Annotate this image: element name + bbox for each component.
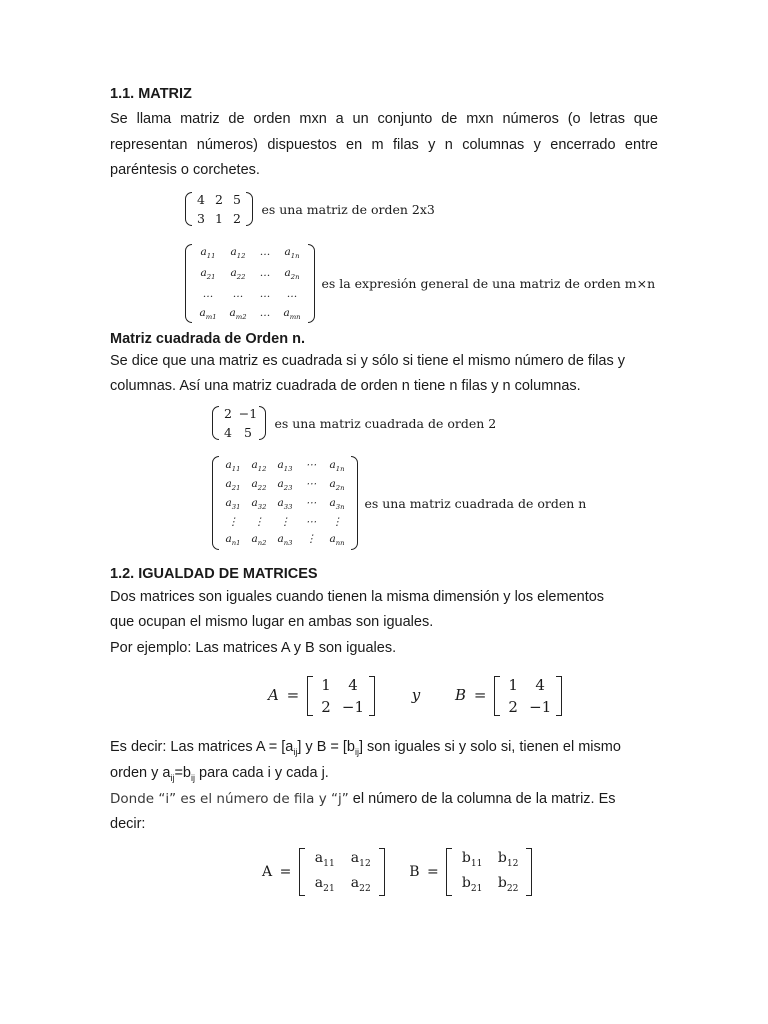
matrix-cell: 1	[215, 211, 223, 226]
matrix-cell: 2	[321, 698, 331, 716]
matrix-cell: ⋮	[279, 516, 291, 529]
matrix-cell: ⋮	[305, 533, 317, 546]
general-a-label: A	[262, 863, 273, 880]
es-decir-line-1: Es decir: Las matrices $A = [a_{ij}]$ y $B = [b_{ij}]$ son iguales si y solo si, tienen el mismo	[110, 739, 621, 757]
donde-line-1: Donde “i” es el número de fila y “j” el número de la columna de la matriz. Es	[110, 791, 616, 807]
es-decir-line-2: orden y $a_{ij}=b_{ij}$ para cada i y cada j.	[110, 765, 329, 783]
example-square-2	[212, 406, 496, 440]
matrix-cell: 3	[197, 211, 205, 226]
matrix-cell: 2	[215, 192, 223, 207]
matrix-cell: $a_{2n}$	[284, 267, 300, 282]
matrix-cell: ⋯	[305, 478, 317, 491]
connector-y: y	[411, 686, 421, 704]
matrix-cell: $a_{mn}$	[283, 307, 301, 322]
matrix-cell: $a_{33}$	[277, 497, 293, 512]
matrix-cell: $a_{22}$	[230, 267, 246, 282]
matrix-cell: $a_{13}$	[277, 459, 293, 474]
matriz-definition: Se llama matriz de orden mxn a un conjunto de mxn números (o letras que representan números) dispuestos en m filas y n columnas y encerrado entre paréntesis o corchetes.	[110, 111, 658, 178]
matrix-cell: $a_{22}$	[251, 478, 267, 493]
matrix-cell: −1	[238, 406, 258, 421]
matrix-cell: −1	[529, 698, 552, 716]
matrix-cell: …	[286, 288, 298, 301]
matrix-cell: ⋯	[305, 459, 317, 471]
matrix-cell: 5	[233, 192, 241, 207]
matrix-2x3	[185, 192, 253, 226]
matrix-cell: $a_{11}$	[200, 246, 216, 261]
matrix-cell: $a_{21}$	[200, 267, 216, 282]
matrix-cell: 4	[197, 192, 205, 207]
general-matrix-b	[446, 848, 532, 896]
matrix-cell: 1	[508, 676, 518, 694]
matrix-cell: $a_{21}$	[314, 874, 335, 894]
matrix-cell: …	[259, 267, 271, 280]
matrix-cell: $a_{n3}$	[277, 533, 293, 548]
matrix-cell: …	[259, 307, 271, 320]
matrix-cell: ⋮	[227, 516, 239, 529]
matrix-cell: $a_{22}$	[350, 874, 371, 894]
matrix-cell: $a_{3n}$	[329, 497, 345, 512]
matrix-cell: $a_{12}$	[230, 246, 246, 261]
matrix-cell: 5	[244, 425, 252, 440]
matrix-b-label: B	[455, 686, 467, 704]
matrix-cell: $a_{1n}$	[284, 246, 300, 261]
general-b-label: B	[409, 863, 420, 880]
matrix-cell: $a_{12}$	[350, 850, 371, 869]
matrix-cell: $a_{2n}$	[329, 478, 345, 493]
example-general-ab: A = $a_{11}$ $a_{12}$ $a_{21}$ $a_{22}$ B = $b_{11}$ $b_{12}$ $b_{21}$ $b_{22}$	[262, 848, 532, 896]
matrix-cell: 2	[224, 406, 232, 421]
example-2x3-caption: es una matriz de orden 2x3	[261, 201, 435, 217]
matrix-cell: 2	[233, 211, 241, 226]
matrix-cell: ⋮	[331, 516, 343, 529]
matrix-cell: ⋮	[253, 516, 265, 529]
section-heading-matriz-cuadrada: Matriz cuadrada de Orden n.	[110, 331, 305, 347]
matrix-general-mxn	[185, 244, 315, 323]
igualdad-line-3: Por ejemplo: Las matrices A y B son iguales.	[110, 640, 397, 656]
general-matrix-a	[299, 848, 385, 896]
matrix-cell: 4	[348, 676, 358, 694]
matrix-b	[494, 676, 562, 716]
matrix-a	[307, 676, 375, 716]
matrix-cell: …	[232, 288, 244, 301]
matrix-cell: …	[259, 246, 271, 258]
matrix-cell: $a_{n2}$	[251, 533, 267, 548]
matrix-cell: $b_{12}$	[497, 850, 519, 869]
example-square-n	[212, 456, 586, 550]
example-2x3	[185, 192, 435, 226]
example-square-2-caption: es una matriz cuadrada de orden 2	[274, 415, 497, 431]
matrix-cell: ⋯	[305, 516, 317, 529]
matrix-cell: 4	[535, 676, 545, 694]
example-equal-matrices: A = 1 4 2 −1 y B = 1 4 2 −1	[268, 676, 562, 716]
matrix-cell: $b_{11}$	[461, 850, 483, 869]
donde-line-2: decir:	[110, 816, 146, 832]
matrix-cell: $a_{m2}$	[229, 307, 247, 322]
matrix-cell: $a_{nn}$	[329, 533, 345, 548]
example-general-caption: es la expresión general de una matriz de orden m×n	[321, 276, 656, 292]
matrix-cell: 2	[508, 698, 518, 716]
matrix-cell: $a_{12}$	[251, 459, 267, 474]
matrix-a-label: A	[268, 686, 279, 704]
matrix-cell: $b_{21}$	[461, 874, 483, 894]
section-heading-matriz: 1.1. MATRIZ	[110, 86, 192, 102]
matrix-cell: $a_{31}$	[225, 497, 241, 512]
example-general-mxn	[185, 244, 655, 323]
matrix-cell: 1	[321, 676, 331, 694]
matrix-cell: …	[202, 288, 214, 301]
matrix-cell: $a_{23}$	[277, 478, 293, 493]
matrix-cell: …	[259, 288, 271, 301]
matrix-cell: 4	[224, 425, 232, 440]
matrix-cell: $a_{21}$	[225, 478, 241, 493]
matrix-cell: $a_{11}$	[225, 459, 241, 474]
matrix-cell: $a_{n1}$	[225, 533, 241, 548]
matrix-cell: $a_{11}$	[314, 850, 335, 869]
matrix-cell: ⋯	[305, 497, 317, 510]
section-heading-igualdad: 1.2. IGUALDAD DE MATRICES	[110, 566, 318, 582]
matrix-cell: $a_{m1}$	[199, 307, 217, 322]
igualdad-line-1: Dos matrices son iguales cuando tienen la misma dimensión y los elementos	[110, 589, 605, 605]
matrix-cell: $b_{22}$	[497, 874, 519, 894]
matrix-cell: $a_{1n}$	[329, 459, 345, 474]
matrix-cell: −1	[341, 698, 365, 716]
igualdad-line-2: que ocupan el mismo lugar en ambas son iguales.	[110, 614, 434, 630]
matriz-cuadrada-line-1: Se dice que una matriz es cuadrada si y sólo si tiene el mismo número de filas y	[110, 353, 625, 369]
matrix-square-n	[212, 456, 358, 550]
example-square-n-caption: es una matriz cuadrada de orden n	[364, 495, 587, 511]
matriz-cuadrada-line-2: columnas. Así una matriz cuadrada de orden n tiene n filas y n columnas.	[110, 378, 581, 394]
matrix-cell: $a_{32}$	[251, 497, 267, 512]
matrix-square-2	[212, 406, 266, 440]
